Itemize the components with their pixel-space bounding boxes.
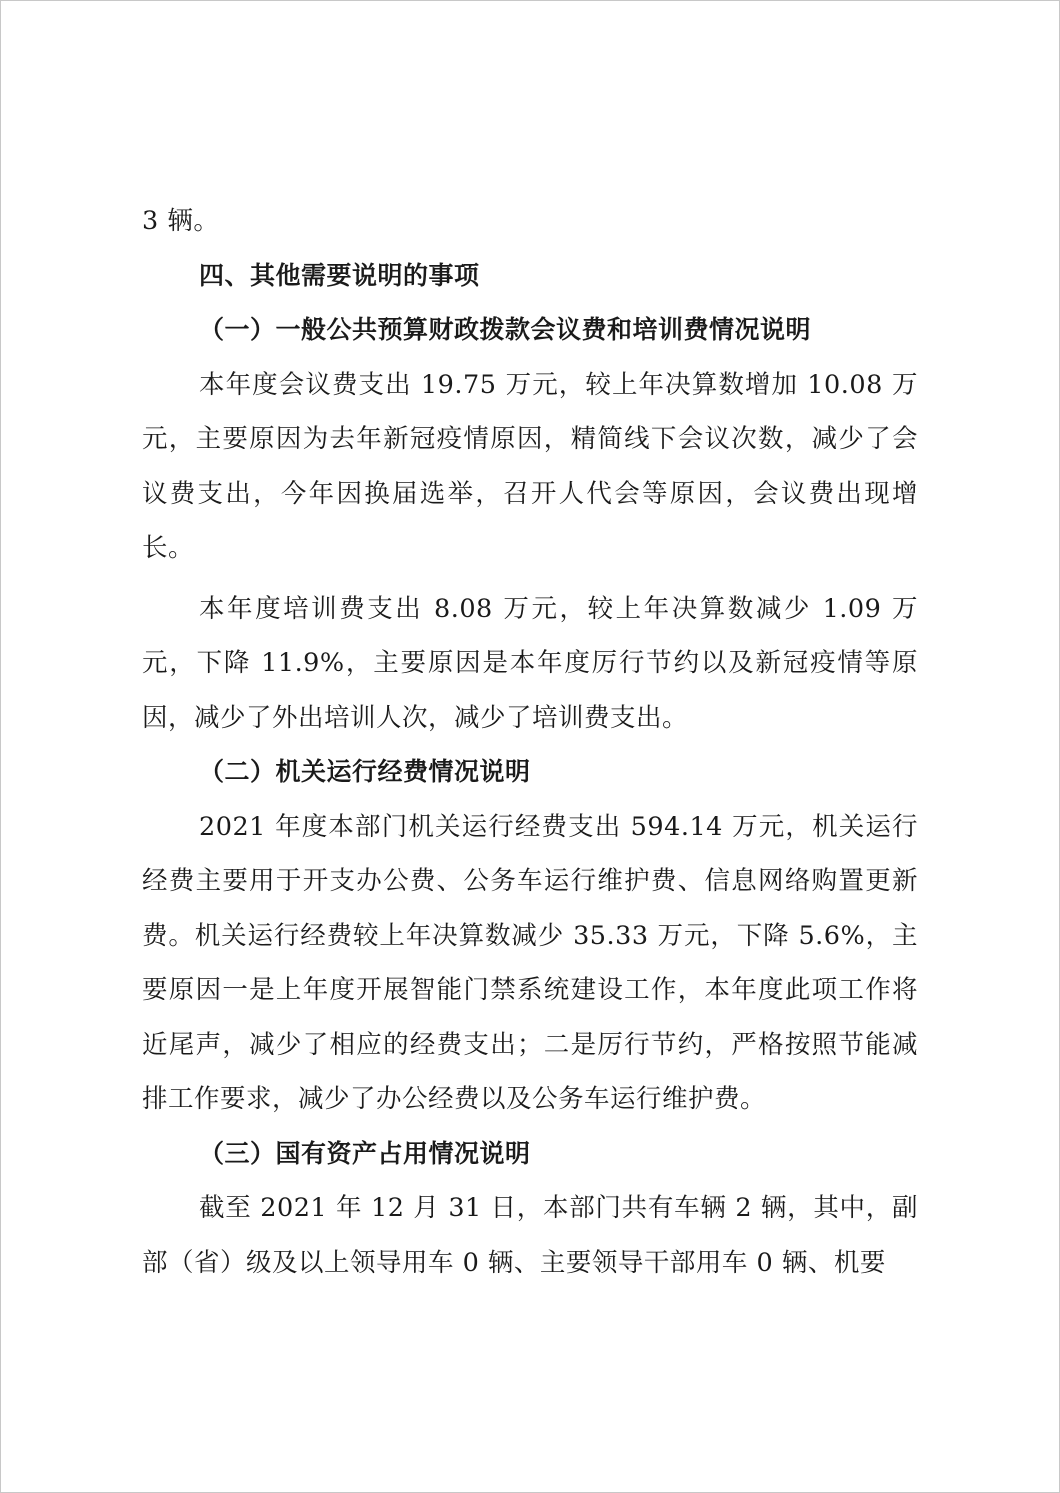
document-body xyxy=(142,194,918,1290)
subsection-heading-3: （三）国有资产占用情况说明 xyxy=(199,1138,531,1168)
subsection-heading-1: （一）一般公共预算财政拨款会议费和培训费情况说明 xyxy=(199,315,812,344)
continuation-text: 3 辆。 xyxy=(142,206,220,236)
section-heading: 四、其他需要说明的事项 xyxy=(199,260,480,290)
operating-expense-paragraph: 2021 年度本部门机关运行经费支出 594.14 万元，机关运行经费主要用于开支办公费、公务车运行维护费、信息网络购置更新费。机关运行经费较上年决算数减少 35.33 万元，下降 5.6%，主要原因一是上年度开展智能门禁系统建设工作，本年度此项工作将近尾声，减少了相应的经费支出；二是厉行节约，严格按照节能减排工作要求，减少了办公经费以及公务车运行维护费。 xyxy=(142,811,918,1114)
subsection-heading-2: （二）机关运行经费情况说明 xyxy=(199,757,531,786)
state-assets-paragraph: 截至 2021 年 12 月 31 日，本部门共有车辆 2 辆，其中，副部（省）级及以上领导用车 0 辆、主要领导干部用车 0 辆、机要 xyxy=(142,1193,918,1278)
training-fee-paragraph: 本年度培训费支出 8.08 万元，较上年决算数减少 1.09 万元，下降 11.9%，主要原因是本年度厉行节约以及新冠疫情等原因，减少了外出培训人次，减少了培训费支出。 xyxy=(142,593,918,733)
meeting-fee-paragraph: 本年度会议费支出 19.75 万元，较上年决算数增加 10.08 万元，主要原因为去年新冠疫情原因，精简线下会议次数，减少了会议费支出，今年因换届选举，召开人代会等原因，会议费出现增长。 xyxy=(142,369,918,563)
